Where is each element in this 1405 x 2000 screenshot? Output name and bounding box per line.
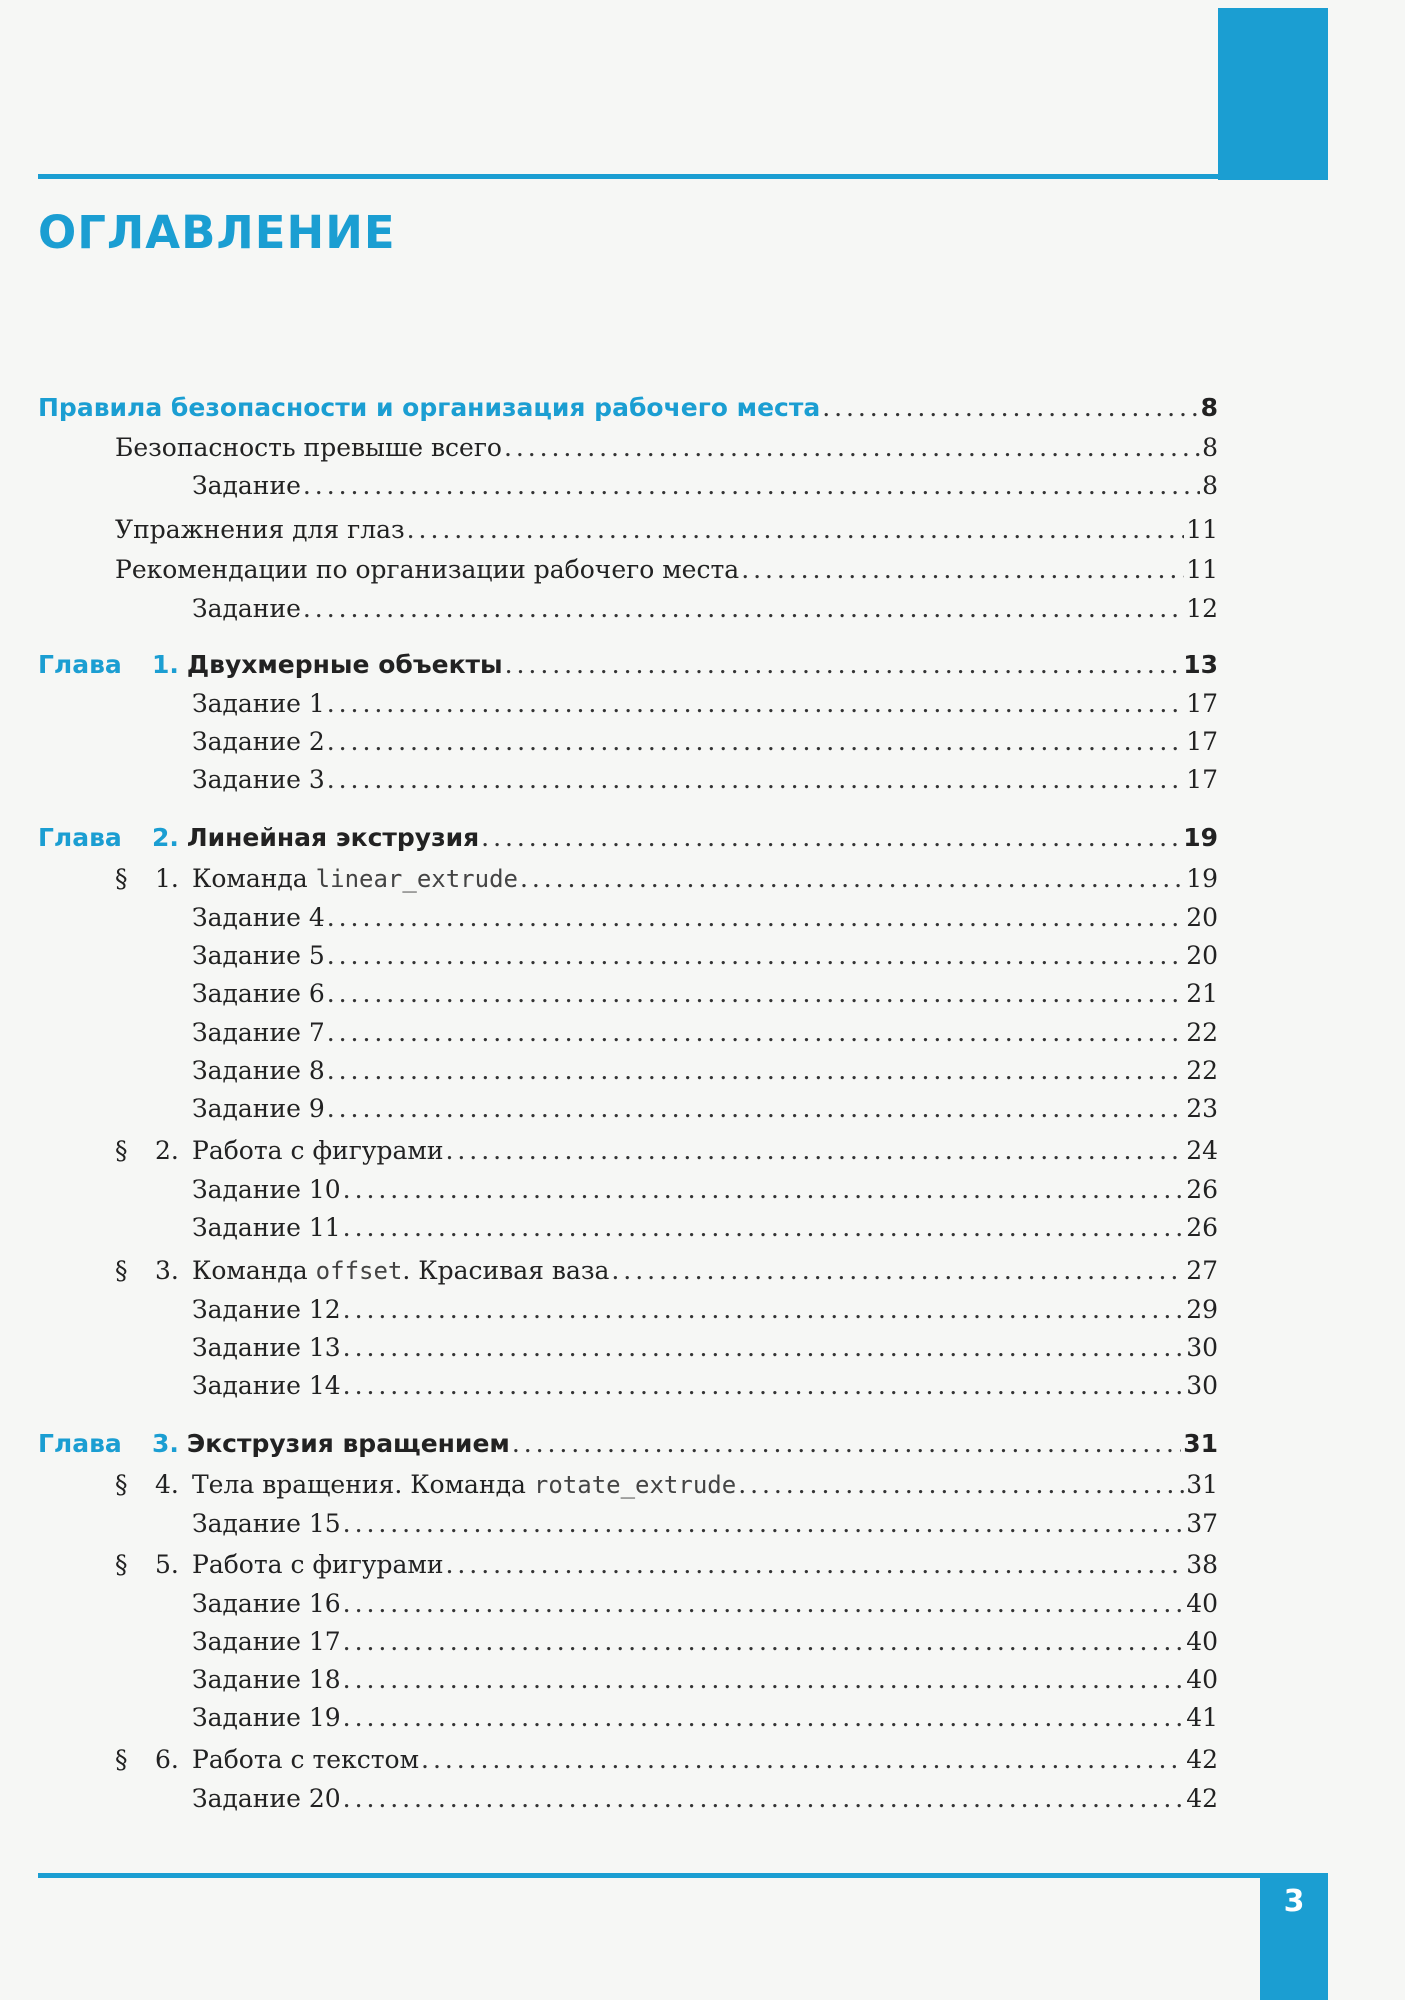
page-ref: 42	[1186, 1784, 1218, 1813]
task-title: Задание	[192, 594, 301, 623]
page-ref: 8	[1202, 433, 1218, 462]
toc-entry	[192, 1056, 1218, 1090]
page-ref: 42	[1186, 1745, 1218, 1774]
page-ref: 31	[1186, 1470, 1218, 1499]
task-title: Задание 18	[192, 1665, 341, 1694]
page-ref: 20	[1186, 903, 1218, 932]
toc-entry	[192, 1784, 1218, 1818]
chapter-word: Глава	[38, 823, 122, 852]
toc-entry	[192, 903, 1218, 937]
toc-entry	[115, 864, 1218, 898]
task-title: Задание 5	[192, 941, 325, 970]
toc-entry-label	[192, 1018, 325, 1047]
dot-leader	[327, 941, 1184, 970]
task-title: Задание 11	[192, 1213, 341, 1242]
bottom-rule	[38, 1873, 1260, 1878]
page-ref: 26	[1186, 1175, 1218, 1204]
toc-entry	[192, 689, 1218, 723]
task-title: Задание 14	[192, 1371, 341, 1400]
toc-entry	[192, 1627, 1218, 1661]
chapter-title: Линейная экструзия	[186, 823, 480, 852]
toc-entry-label	[192, 765, 325, 794]
task-title: Задание 10	[192, 1175, 341, 1204]
page-ref: 13	[1183, 650, 1218, 679]
page-ref: 24	[1186, 1136, 1218, 1165]
task-title: Задание 16	[192, 1589, 341, 1618]
toc-entry	[192, 1665, 1218, 1699]
paragraph-sign: §	[115, 1136, 128, 1165]
toc-entry-label	[192, 1371, 341, 1400]
task-title: Задание	[192, 471, 301, 500]
toc-entry-label	[192, 1175, 341, 1204]
dot-leader	[822, 393, 1198, 422]
dot-leader	[504, 433, 1200, 462]
toc-entry-label	[38, 1429, 510, 1458]
dot-leader	[343, 1784, 1185, 1813]
page-ref: 38	[1186, 1550, 1218, 1579]
page-ref: 37	[1186, 1509, 1218, 1538]
toc-entry	[192, 1094, 1218, 1128]
dot-leader	[327, 1056, 1184, 1085]
paragraph-title: Работа с текстом	[192, 1745, 420, 1774]
page-ref: 22	[1186, 1018, 1218, 1047]
dot-leader	[343, 1175, 1185, 1204]
toc-entry	[115, 555, 1218, 589]
toc-entry-label	[192, 1295, 341, 1324]
toc-entry-label	[192, 1509, 341, 1538]
toc-entry	[115, 515, 1218, 549]
page-ref: 22	[1186, 1056, 1218, 1085]
dot-leader	[343, 1703, 1185, 1732]
task-title: Задание 2	[192, 727, 325, 756]
paragraph-title: Работа с фигурами	[192, 1550, 444, 1579]
dot-leader	[421, 1745, 1184, 1774]
toc-entry	[115, 1470, 1218, 1504]
dot-leader	[327, 765, 1184, 794]
page-ref: 8	[1202, 471, 1218, 500]
task-title: Задание 3	[192, 765, 325, 794]
task-title: Задание 4	[192, 903, 325, 932]
page-ref: 30	[1186, 1371, 1218, 1400]
toc-entry-label	[115, 515, 405, 544]
toc-entry	[115, 1136, 1218, 1170]
toc-entry	[38, 1429, 1218, 1463]
dot-leader	[327, 727, 1184, 756]
paragraph-sign: §	[115, 1550, 128, 1579]
dot-leader	[343, 1333, 1185, 1362]
toc-entry	[38, 823, 1218, 857]
toc-entry	[115, 1745, 1218, 1779]
dot-leader	[343, 1509, 1185, 1538]
toc-entry	[192, 1333, 1218, 1367]
page-ref: 41	[1186, 1703, 1218, 1732]
paragraph-number: 2.	[155, 1136, 179, 1165]
toc-entry	[115, 1550, 1218, 1584]
dot-leader	[343, 1371, 1185, 1400]
paragraph-sign: §	[115, 1745, 128, 1774]
toc-entry	[192, 1213, 1218, 1247]
page-ref: 40	[1186, 1665, 1218, 1694]
task-title: Задание 6	[192, 979, 325, 1008]
toc-entry-label	[192, 471, 301, 500]
dot-leader	[327, 1018, 1184, 1047]
page-ref: 30	[1186, 1333, 1218, 1362]
subsection-title: Безопасность превыше всего	[115, 433, 502, 462]
page-ref: 40	[1186, 1589, 1218, 1618]
toc-entry	[192, 594, 1218, 628]
page-number: 3	[1283, 1884, 1305, 1919]
toc-entry-label	[192, 1213, 341, 1242]
page-ref: 21	[1186, 979, 1218, 1008]
page-ref: 27	[1186, 1256, 1218, 1285]
dot-leader	[327, 903, 1184, 932]
page-ref: 8	[1200, 393, 1218, 422]
toc-entry-label	[192, 1094, 325, 1123]
paragraph-title: Работа с фигурами	[192, 1136, 444, 1165]
paragraph-number: 1.	[155, 864, 179, 893]
toc-entry-label	[192, 1784, 341, 1813]
dot-leader	[738, 1470, 1184, 1499]
paragraph-sign: §	[115, 1256, 128, 1285]
page-ref: 17	[1186, 689, 1218, 718]
task-title: Задание 13	[192, 1333, 341, 1362]
page-ref: 11	[1186, 515, 1218, 544]
toc-entry	[192, 1589, 1218, 1623]
toc-entry-label	[38, 823, 479, 852]
page-ref: 11	[1186, 555, 1218, 584]
toc-entry-label	[192, 1627, 341, 1656]
paragraph-title: Команда	[192, 864, 308, 893]
page-ref: 40	[1186, 1627, 1218, 1656]
dot-leader	[611, 1256, 1184, 1285]
dot-leader	[446, 1550, 1185, 1579]
dot-leader	[343, 1665, 1185, 1694]
toc-entry	[38, 650, 1218, 684]
dot-leader	[327, 1094, 1184, 1123]
toc-entry	[192, 1175, 1218, 1209]
task-title: Задание 20	[192, 1784, 341, 1813]
task-title: Задание 12	[192, 1295, 341, 1324]
toc-entry-label	[192, 1056, 325, 1085]
toc-entry-label	[115, 1256, 609, 1285]
chapter-number: 3.	[152, 1429, 179, 1458]
page-ref: 19	[1183, 823, 1218, 852]
dot-leader	[343, 1213, 1185, 1242]
dot-leader	[327, 979, 1184, 1008]
paragraph-number: 3.	[155, 1256, 179, 1285]
chapter-word: Глава	[38, 650, 122, 679]
toc-entry-label	[192, 1703, 341, 1732]
chapter-title: Экструзия вращением	[186, 1429, 510, 1458]
task-title: Задание 1	[192, 689, 325, 718]
page-ref: 12	[1186, 594, 1218, 623]
toc-entry	[192, 1703, 1218, 1737]
page-ref: 20	[1186, 941, 1218, 970]
task-title: Задание 7	[192, 1018, 325, 1047]
page-title: ОГЛАВЛЕНИЕ	[38, 206, 396, 259]
toc-entry-label	[115, 864, 518, 893]
section-title: Правила безопасности и организация рабочего места	[38, 393, 821, 422]
toc-entry-label	[115, 1745, 419, 1774]
dot-leader	[343, 1589, 1185, 1618]
paragraph-number: 5.	[155, 1550, 179, 1579]
toc-entry-label	[115, 1550, 444, 1579]
code-command: linear_extrude	[315, 865, 518, 893]
toc-entry	[192, 1509, 1218, 1543]
dot-leader	[303, 594, 1184, 623]
toc-entry	[192, 727, 1218, 761]
toc-entry	[192, 979, 1218, 1013]
dot-leader	[481, 823, 1181, 852]
toc-entry	[192, 941, 1218, 975]
toc-entry-label	[38, 650, 503, 679]
toc-entry	[115, 433, 1218, 467]
page-ref: 26	[1186, 1213, 1218, 1242]
paragraph-title: Команда	[192, 1256, 308, 1285]
page-ref: 23	[1186, 1094, 1218, 1123]
dot-leader	[407, 515, 1185, 544]
toc-entry	[192, 1371, 1218, 1405]
task-title: Задание 17	[192, 1627, 341, 1656]
toc-entry-label	[192, 979, 325, 1008]
toc-entry	[192, 1295, 1218, 1329]
paragraph-title: Тела вращения. Команда	[192, 1470, 526, 1499]
dot-leader	[303, 471, 1200, 500]
chapter-number: 2.	[152, 823, 179, 852]
paragraph-sign: §	[115, 864, 128, 893]
dot-leader	[446, 1136, 1185, 1165]
code-command: rotate_extrude	[533, 1471, 737, 1499]
task-title: Задание 19	[192, 1703, 341, 1732]
paragraph-number: 4.	[155, 1470, 179, 1499]
toc-entry-label	[192, 941, 325, 970]
code-command: offset	[315, 1257, 403, 1285]
toc-entry-label	[38, 393, 820, 422]
toc-entry	[192, 471, 1218, 505]
dot-leader	[741, 555, 1184, 584]
toc-entry-label	[192, 1333, 341, 1362]
dot-leader	[327, 689, 1184, 718]
toc-entry-label	[192, 1589, 341, 1618]
page-ref: 31	[1183, 1429, 1218, 1458]
paragraph-sign: §	[115, 1470, 128, 1499]
toc-entry-label	[192, 689, 325, 718]
toc-entry	[115, 1256, 1218, 1290]
page-ref: 17	[1186, 765, 1218, 794]
toc-entry-label	[115, 1136, 444, 1165]
toc-entry-label	[115, 1470, 736, 1499]
dot-leader	[343, 1295, 1185, 1324]
paragraph-number: 6.	[155, 1745, 179, 1774]
toc-entry-label	[115, 555, 739, 584]
toc-entry	[192, 765, 1218, 799]
dot-leader	[343, 1627, 1185, 1656]
chapter-number: 1.	[152, 650, 179, 679]
subsection-title: Упражнения для глаз	[115, 515, 405, 544]
toc-entry-label	[192, 903, 325, 932]
page-ref: 29	[1186, 1295, 1218, 1324]
task-title: Задание 9	[192, 1094, 325, 1123]
toc-entry	[192, 1018, 1218, 1052]
task-title: Задание 15	[192, 1509, 341, 1538]
chapter-word: Глава	[38, 1429, 122, 1458]
page-ref: 19	[1186, 864, 1218, 893]
task-title: Задание 8	[192, 1056, 325, 1085]
dot-leader	[512, 1429, 1181, 1458]
toc-entry-label	[192, 727, 325, 756]
page-ref: 17	[1186, 727, 1218, 756]
dot-leader	[520, 864, 1184, 893]
toc-entry-label	[192, 594, 301, 623]
toc-entry-label	[115, 433, 502, 462]
toc-entry-label	[192, 1665, 341, 1694]
dot-leader	[505, 650, 1182, 679]
subsection-title: Рекомендации по организации рабочего места	[115, 555, 740, 584]
chapter-title: Двухмерные объекты	[186, 650, 503, 679]
toc-entry	[38, 393, 1218, 427]
paragraph-title-rest: . Красивая ваза	[402, 1256, 610, 1285]
